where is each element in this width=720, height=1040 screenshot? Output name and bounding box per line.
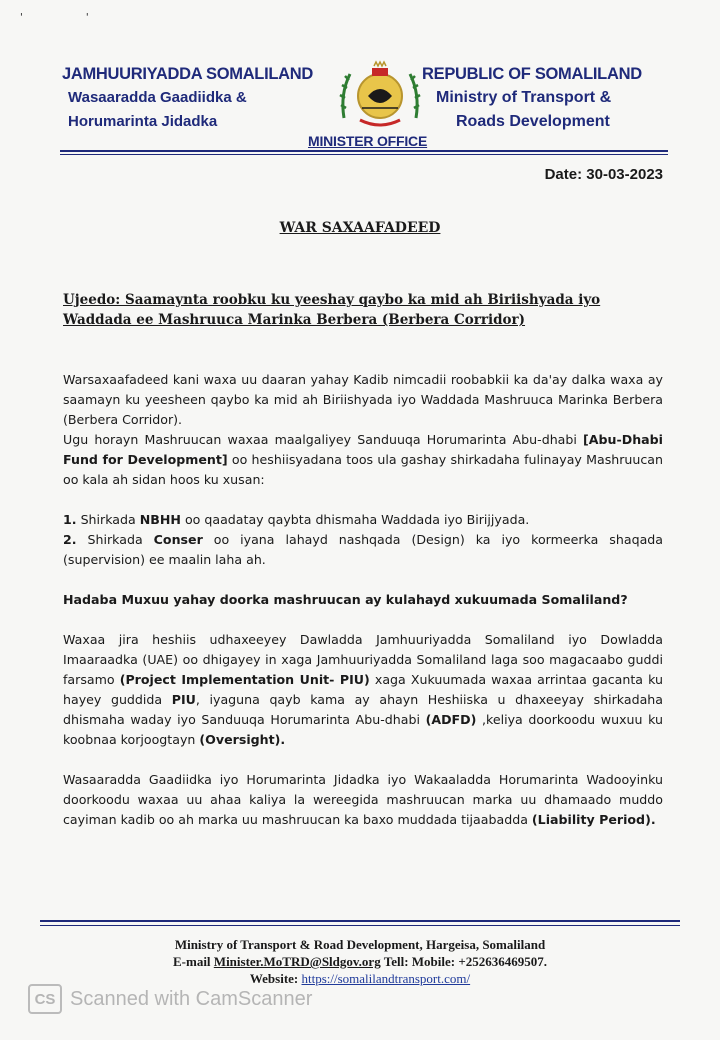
list-item-2: 2. Shirkada Conser oo iyana lahayd nashqada (Design) ka iyo kormeerka shaqada (supervision) ee maalin laha ah. <box>63 532 663 567</box>
footer-address: Ministry of Transport & Road Development, Hargeisa, Somaliland <box>174 937 546 952</box>
somaliland-coat-of-arms-icon <box>338 58 422 132</box>
footer-contact: E-mail Minister.MoTRD@Sldgov.org Tell: Mobile: +252636469507. <box>172 954 547 969</box>
header-divider-thin <box>60 154 668 155</box>
document-date: Date: 30-03-2023 <box>544 166 663 183</box>
paragraph-2: Ugu horayn Mashruucan waxaa maalgaliyey Sanduuqa Horumarinta Abu-dhabi [Abu-Dhabi Fund for Development] oo heshiisyadana toos ula gashay shirkadaha fulinayay Mashruucan oo kala ah sidan hoos ku xusan: <box>63 432 663 487</box>
document-body <box>63 370 663 830</box>
document-title: WAR SAXAAFADEED <box>279 220 441 236</box>
document-subject: Ujeedo: Saamaynta roobku ku yeeshay qaybo ka mid ah Biriishyada iyo Waddada ee Mashruuca Marinka Berbera (Berbera Corridor) <box>63 292 601 328</box>
scan-marks: ' ' <box>20 12 119 23</box>
watermark-text: Scanned with CamScanner <box>70 987 313 1010</box>
header-right-line1: REPUBLIC OF SOMALILAND <box>422 65 642 83</box>
email-link[interactable]: Minister.MoTRD@Sldgov.org <box>213 954 381 969</box>
minister-office-label: MINISTER OFFICE <box>308 133 428 149</box>
header-left-line1: JAMHUURIYADDA SOMALILAND <box>62 65 313 83</box>
header-right-line3: Roads Development <box>456 113 610 130</box>
header-left-block <box>62 62 347 134</box>
camscanner-watermark <box>28 984 312 1014</box>
header-left-line3: Horumarinta Jidadka <box>68 113 218 130</box>
header-right-line2: Ministry of Transport & <box>436 89 612 106</box>
footer-divider-thin <box>40 925 680 926</box>
header-right-block <box>422 62 672 134</box>
list-item-1: 1. Shirkada NBHH oo qaadatay qaybta dhismaha Waddada iyo Birijjyada. <box>63 512 530 527</box>
paragraph-3: Waxaa jira heshiis udhaxeeyey Dawladda Jamhuuriyadda Somaliland iyo Dowladda Imaaraadka (UAE) oo dhigayey in xaga Jamhuuriyadda Somaliland laga soo magacaabo guddi farsamo (Project Implementation Unit- PIU) xaga Xukuumada waxaa arrintaa gacanta ku hayey guddida PIU, iyaguna qayb kama ay ahayn Heshiiska u dhaxeeyay shirkadaha dhismaha waday iyo Sanduuqa Horumarinta Abu-dhabi (ADFD) ,keliya doorkoodu wuxuu ku koobnaa korjoogtayn (Oversight). <box>63 632 663 747</box>
question-heading: Hadaba Muxuu yahay doorka mashruucan ay kulahayd xukuumada Somaliland? <box>63 592 628 607</box>
header-left-line2: Wasaaradda Gaadiidka & <box>68 89 247 106</box>
footer <box>0 936 720 987</box>
footer-website: Website: https://somalilandtransport.com/ <box>249 971 471 986</box>
footer-divider <box>40 920 680 922</box>
paragraph-4: Wasaaradda Gaadiidka iyo Horumarinta Jidadka iyo Wakaaladda Horumarinta Wadooyinku doorkoodu waxaa uu ahaa kaliya la wereegida mashruucan marka uu dhamaado muddo cayiman kadib oo ah marka uu mashruucan ka baxo muddada tijaabadda (Liability Period). <box>63 772 663 827</box>
header-divider <box>60 150 668 152</box>
website-link[interactable]: https://somalilandtransport.com/ <box>301 971 471 986</box>
camscanner-logo-icon: CS <box>28 984 62 1014</box>
paragraph-1: Warsaxaafadeed kani waxa uu daaran yahay Kadib nimcadii roobabkii ka da'ay dalka waxa ay saamayn ku yeesheen qaybo ka mid ah Biriishyada iyo Waddada Mashruuca Marinka Berbera (Berbera Corridor). <box>63 372 663 427</box>
